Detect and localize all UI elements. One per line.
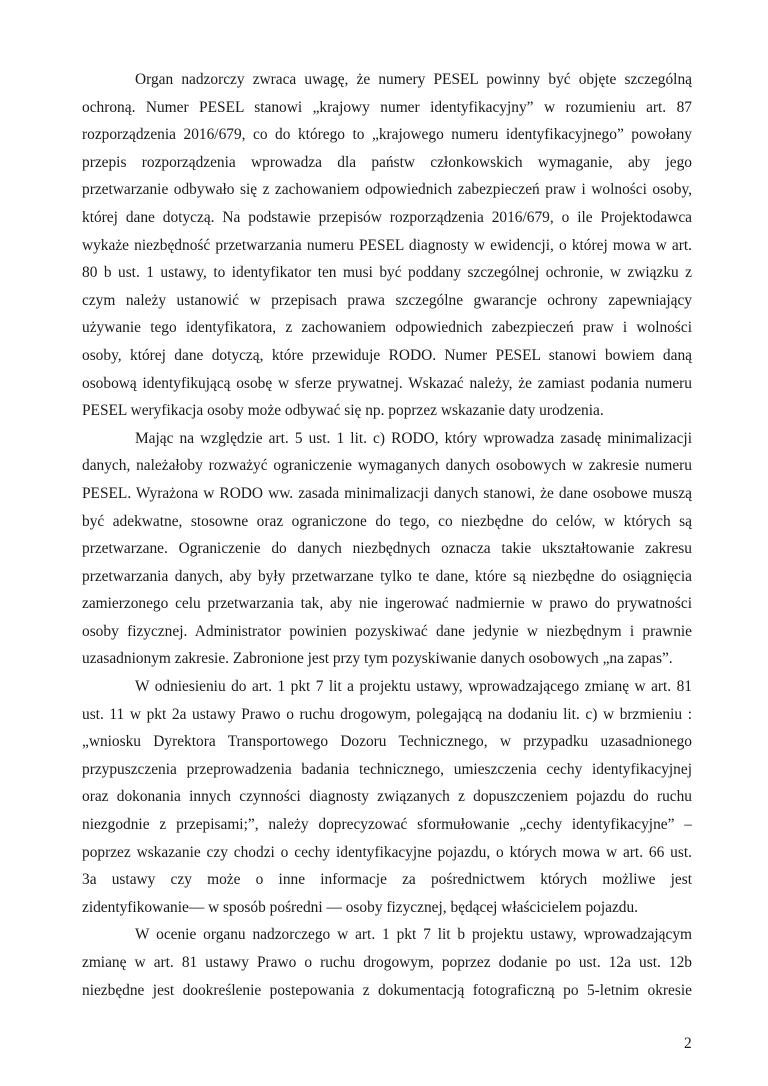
paragraph-line: zmianę w art. 81 ustawy Prawo o ruchu drogowym, poprzez dodanie po ust. 12a ust. 12b <box>82 954 692 971</box>
paragraph-line: której dane dotyczą. Na podstawie przepisów rozporządzenia 2016/679, o ile Projektodawca <box>82 208 692 226</box>
document-body <box>82 66 692 1004</box>
paragraph-line: używanie tego identyfikatora, z zachowaniem odpowiednich zabezpieczeń praw i wolności <box>82 319 692 337</box>
paragraph-line: ochroną. Numer PESEL stanowi „krajowy numer identyfikacyjny” w rozumieniu art. 87 <box>82 98 692 116</box>
paragraph-line: 80 b ust. 1 ustawy, to identyfikator ten musi być poddany szczególnej ochronie, w związku z <box>82 264 692 282</box>
paragraph-line: zamierzonego celu przetwarzania tak, aby nie ingerować nadmiernie w prawo do prywatności <box>82 595 692 613</box>
paragraph-line: osoby, której dane dotyczą, które przewiduje RODO. Numer PESEL stanowi bowiem daną <box>82 346 692 364</box>
paragraph-line: osobową identyfikującą osobę w sferze prywatnej. Wskazać należy, że zamiast podania numeru <box>82 374 692 392</box>
paragraph <box>82 921 692 1004</box>
paragraph-line: wykaże niezbędność przetwarzania numeru PESEL diagnosty w ewidencji, o której mowa w art. <box>82 236 692 254</box>
paragraph-line: czym należy ustanowić w przepisach prawa szczególne gwarancje ochrony zapewniający <box>82 291 692 309</box>
paragraph-line: oraz dokonania innych czynności diagnosty związanych z dopuszczeniem pojazdu do ruchu <box>82 788 692 806</box>
paragraph-line: Mając na względzie art. 5 ust. 1 lit. c) RODO, który wprowadza zasadę minimalizacji <box>135 429 692 447</box>
paragraph-line: przypuszczenia przeprowadzenia badania technicznego, umieszczenia cechy identyfikacyjnej <box>82 760 692 778</box>
paragraph-line: PESEL weryfikacja osoby może odbywać się np. poprzez wskazanie daty urodzenia. <box>82 402 604 420</box>
paragraph-line: 3a ustawy czy może o inne informacje za pośrednictwem których możliwe jest <box>82 871 692 889</box>
paragraph-line: niezbędne jest dookreślenie postepowania z dokumentacją fotograficzną po 5-letnim okresie <box>82 981 692 999</box>
paragraph-line: Organ nadzorczy zwraca uwagę, że numery PESEL powinny być objęte szczególną <box>135 71 692 88</box>
paragraph-line: zidentyfikowanie— w sposób pośredni — osoby fizycznej, będącej właścicielem pojazdu. <box>82 898 639 916</box>
paragraph-line: uzasadnionym zakresie. Zabronione jest przy tym pozyskiwanie danych osobowych „na zapas”. <box>82 650 673 668</box>
paragraph-line: W odniesieniu do art. 1 pkt 7 lit a projektu ustawy, wprowadzającego zmianę w art. 81 <box>135 678 692 696</box>
paragraph-line: niezgodnie z przepisami;”, należy doprecyzować sformułowanie „cechy identyfikacyjne” – <box>82 816 692 834</box>
paragraph-line: „wniosku Dyrektora Transportowego Dozoru Technicznego, w przypadku uzasadnionego <box>82 733 692 751</box>
paragraph <box>82 673 692 921</box>
paragraph-line: przetwarzane. Ograniczenie do danych niezbędnych oznacza takie ukształtowanie zakresu <box>82 540 692 558</box>
paragraph-line: danych, należałoby rozważyć ograniczenie wymaganych danych osobowych w zakresie numeru <box>82 457 692 475</box>
paragraph <box>82 66 692 425</box>
paragraph-line: ust. 11 w pkt 2a ustawy Prawo o ruchu drogowym, polegającą na dodaniu lit. c) w brzmieniu : <box>82 705 692 723</box>
page-number: 2 <box>684 1035 692 1052</box>
paragraph-line: przetwarzania danych, aby były przetwarzane tylko te dane, które są niezbędne do osiągnięcia <box>82 567 692 585</box>
paragraph-line: rozporządzenia 2016/679, co do którego to „krajowego numeru identyfikacyjnego” powołany <box>82 126 692 144</box>
paragraph-line: przetwarzanie odbywało się z zachowaniem odpowiednich zabezpieczeń praw i wolności osoby, <box>82 181 692 199</box>
paragraph-line: być adekwatne, stosowne oraz ograniczone do tego, co niezbędne do celów, w których są <box>82 512 692 530</box>
paragraph-line: przepis rozporządzenia wprowadza dla państw członkowskich wymaganie, aby jego <box>82 153 692 171</box>
paragraph-line: poprzez wskazanie czy chodzi o cechy identyfikacyjne pojazdu, o których mowa w art. 66 ust. <box>82 843 692 861</box>
paragraph-line: PESEL. Wyrażona w RODO ww. zasada minimalizacji danych stanowi, że dane osobowe muszą <box>82 484 692 502</box>
paragraph <box>82 425 692 673</box>
paragraph-line: osoby fizycznej. Administrator powinien pozyskiwać dane jedynie w niezbędnym i prawnie <box>82 622 692 640</box>
paragraph-line: W ocenie organu nadzorczego w art. 1 pkt 7 lit b projektu ustawy, wprowadzającym <box>135 926 692 944</box>
